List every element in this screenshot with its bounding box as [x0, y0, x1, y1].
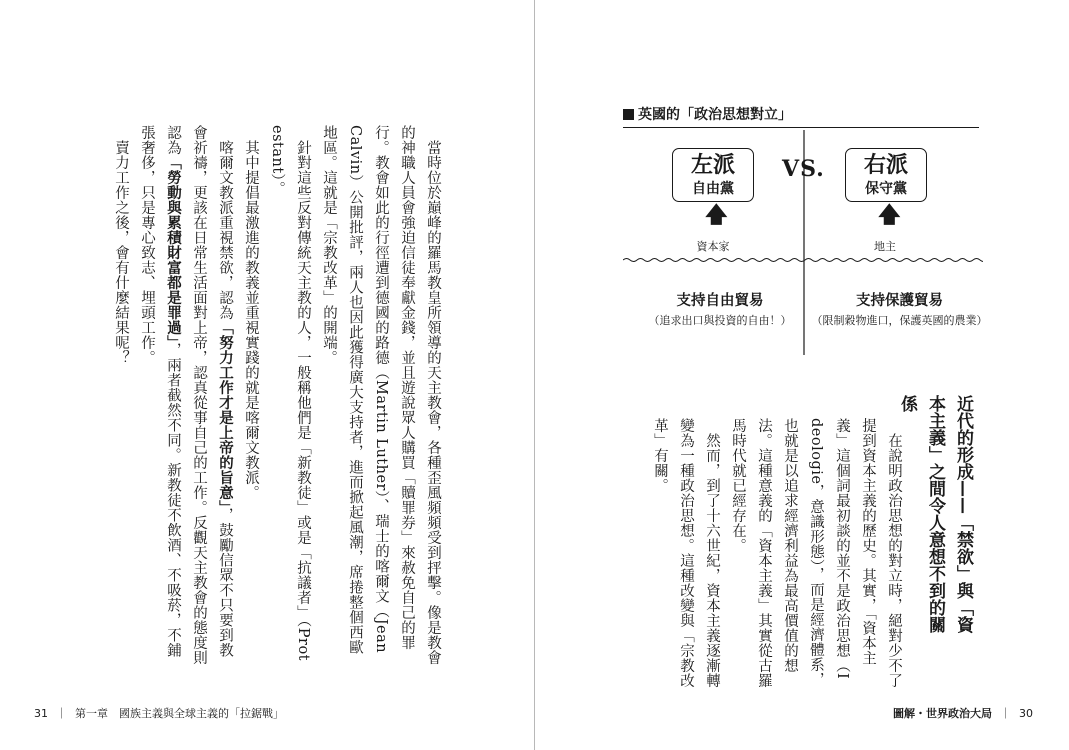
up-arrow-icon: 🡅: [878, 203, 901, 228]
vs-label: VS.: [782, 156, 825, 182]
left-party-party: 自由黨: [692, 181, 734, 197]
right-page: [535, 0, 1069, 750]
left-policy: [635, 290, 805, 330]
diagram-rule: [623, 127, 979, 128]
left-supporter: 資本家: [696, 240, 730, 253]
chapter-title: 第一章 國族主義與全球主義的「拉鋸戰」: [75, 707, 284, 720]
right-party-box: [845, 148, 927, 202]
left-page: [0, 0, 534, 750]
diagram-title: 英國的「政治思想對立」: [623, 104, 792, 124]
left-party-name: 左派: [690, 153, 735, 178]
right-policy-detail: （限制穀物進口，保護英國的農業）: [811, 314, 988, 327]
book-title: 圖解・世界政治大局: [893, 707, 992, 720]
left-policy-main: 支持自由貿易: [676, 293, 764, 309]
right-footer-separator: ｜: [1000, 707, 1011, 720]
up-arrow-icon: 🡅: [705, 203, 728, 228]
right-supporter: 地主: [874, 240, 896, 253]
right-policy-main: 支持保護貿易: [856, 293, 943, 309]
left-body-text: 當時位於巔峰的羅馬教皇所領導的天主教會，各種歪風頻頻受到抨擊。像是教會的神職人員會強迫信徒奉獻金錢，並且遊說眾人購買「贖罪券」來赦免自己的罪行。教會如此的行徑遭到德國的路德（Martin Luther）、瑞士的喀爾文（Jean Calvin）公開批評，兩人也因此獲得廣大支持者，進而掀起風潮，席捲整個西歐地區。這就是「宗教改革」的開端。 針對這些反對傳統天主教的人，一般稱他們是「新教徒」或是「抗議者」（Protestant）。 其中提倡最激進的教義並重視實踐的就是喀爾文教派。 喀爾文教派重視禁欲，認為「努力工作才是上帝的旨意」，鼓勵信眾不只要到教會祈禱，更該在日常生活面對上帝，認真從事自己的工作。反觀天主教會的態度則認為「勞動與累積財富都是罪過」，兩者截然不同。新教徒不飲酒、不吸菸，不鋪張奢侈，只是專心致志、埋頭工作。 賣力工作之後，會有什麼結果呢？: [113, 125, 441, 665]
right-page-number: 30: [1019, 707, 1033, 720]
left-page-number: 31: [34, 707, 48, 720]
left-footer-separator: ｜: [56, 707, 67, 720]
left-footer: [34, 705, 284, 721]
left-party-box: [672, 148, 754, 202]
right-party-party: 保守黨: [865, 181, 907, 197]
right-policy: [807, 290, 992, 330]
square-bullet-icon: [623, 109, 634, 120]
section-heading: 近代的形成——「禁欲」與「資本主義」之間令人意想不到的關係: [897, 395, 973, 633]
right-party-name: 右派: [863, 153, 908, 178]
left-policy-detail: （追求出口與投資的自由！）: [648, 314, 792, 327]
right-body-text: 在說明政治思想的對立時，絕對少不了提到資本主義的歷史。其實，「資本主義」這個詞最初談的並不是政治思想（Ideologie，意識形態），而是經濟體系，也就是以追求經濟利益為最高價值的想法。這種意義的「資本主義」其實從古羅馬時代就已經存在。 然而，到了十六世紀，資本主義逐漸轉變為一種政治思想。這種改變與「宗教改革」有關。: [652, 418, 902, 688]
right-footer: [893, 705, 1033, 721]
wave-line: [623, 259, 983, 262]
